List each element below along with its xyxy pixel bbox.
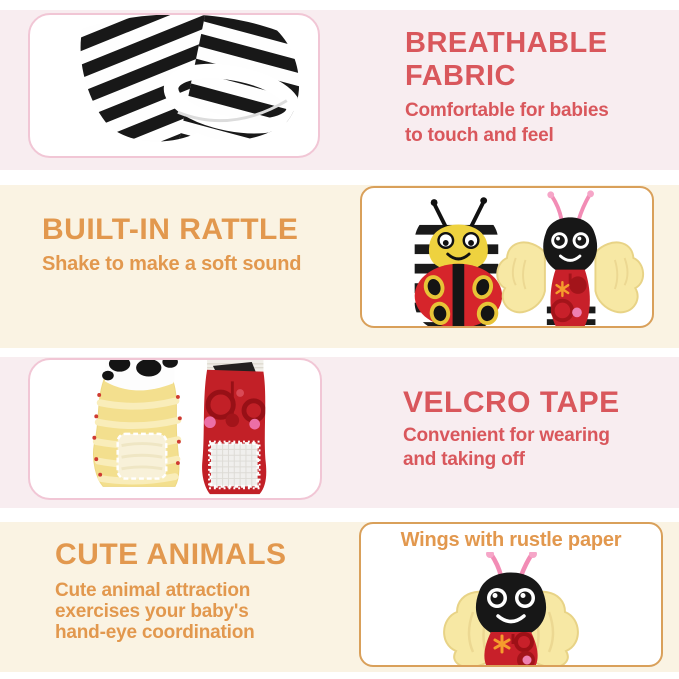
fabric-photo-card [28, 13, 320, 158]
breathable-body-line2: to touch and feel [405, 125, 554, 146]
straps-photo-card [28, 358, 322, 500]
wings-rustle-paper-label: Wings with rustle paper [400, 529, 622, 551]
rattle-body-line1: Shake to make a soft sound [42, 253, 302, 275]
rattle-title: BUILT-IN RATTLE [42, 213, 299, 246]
velcro-body-line2: and taking off [403, 449, 525, 470]
ladybug-and-butterfly-rattles-icon [362, 188, 652, 326]
breathable-body-line1: Comfortable for babies [405, 100, 609, 121]
velcro-body-line1: Convenient for wearing [403, 425, 610, 446]
striped-fabric-photo-icon [30, 15, 318, 156]
animals-body-line3: hand-eye coordination [55, 622, 255, 643]
rattles-photo-card [360, 186, 654, 328]
butterfly-photo-card [359, 522, 663, 667]
animals-body-line2: exercises your baby's [55, 601, 249, 622]
section-cute-animals [0, 522, 679, 672]
animals-title: CUTE ANIMALS [55, 538, 287, 571]
section-velcro-tape [0, 357, 679, 508]
breathable-title-line1: BREATHABLE [405, 27, 608, 59]
section-built-in-rattle [0, 185, 679, 348]
velcro-title: VELCRO TAPE [403, 386, 620, 419]
animals-text-block [55, 537, 287, 643]
butterfly-rattle-icon [361, 552, 661, 667]
animals-body-line1: Cute animal attraction [55, 580, 251, 601]
breathable-title-line2: FABRIC [405, 60, 516, 92]
wrist-straps-velcro-icon [30, 360, 320, 498]
rattle-text-block [42, 212, 301, 277]
breathable-text-block [405, 27, 609, 148]
velcro-text-block [403, 385, 620, 472]
section-breathable-fabric [0, 10, 679, 170]
